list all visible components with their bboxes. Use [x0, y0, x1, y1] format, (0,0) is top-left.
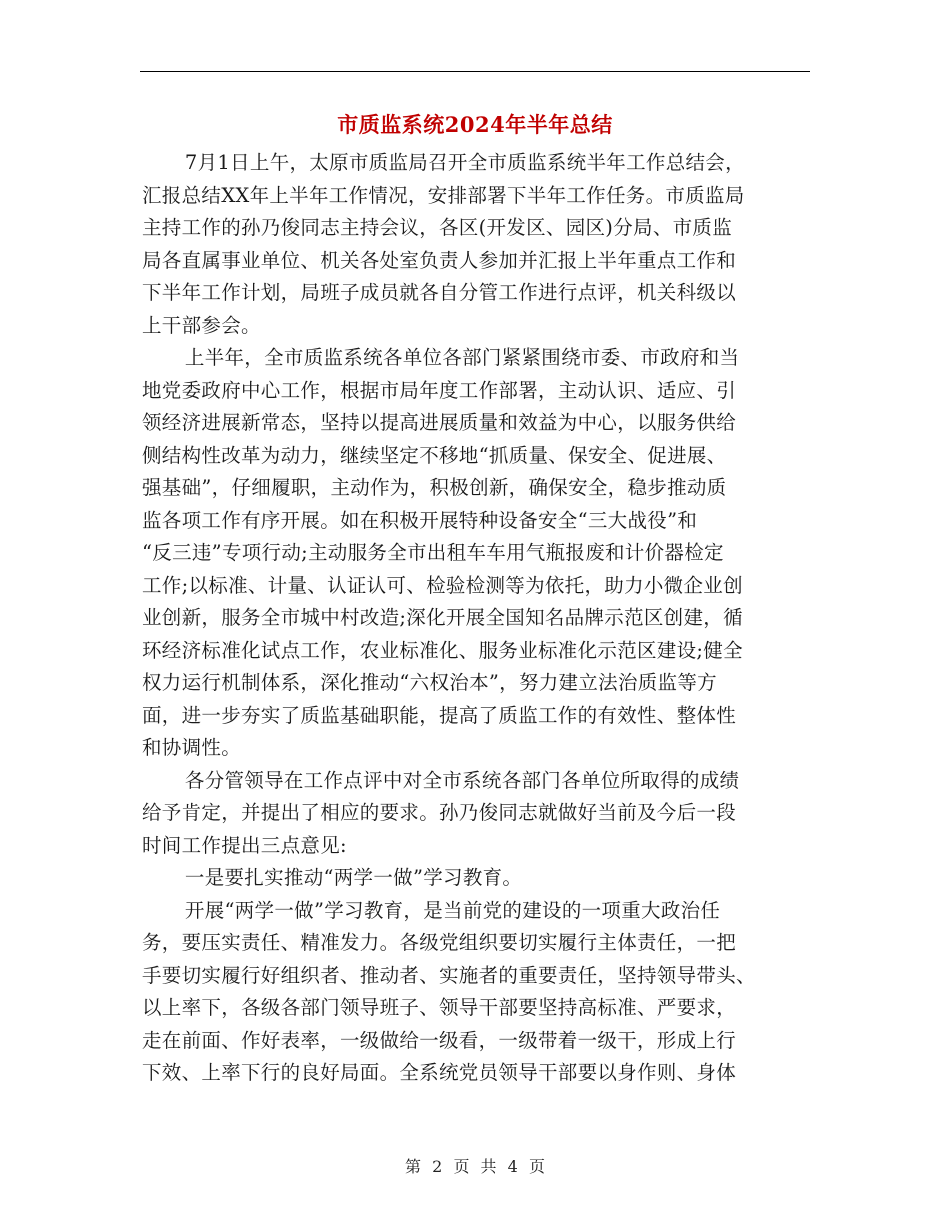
- paragraph-3: 各分管领导在工作点评中对全市系统各部门各单位所取得的成绩 给予肯定，并提出了相应的要求。孙乃俊同志就做好当前及今后一段 时间工作提出三点意见:: [142, 768, 740, 857]
- footer-total-prefix: 共: [480, 1157, 497, 1176]
- footer-current-page: 2: [432, 1157, 443, 1176]
- page-footer: [0, 1154, 950, 1177]
- paragraph-2: 上半年，全市质监系统各单位各部门紧紧围绕市委、市政府和当 地党委政府中心工作，根据市局年度工作部署，主动认识、适应、引 领经济进展新常态，坚持以提高进展质量和效益为中心，以服务供给 侧结构性改革为动力，继续坚定不移地“抓质量、保安全、促进展、 强基础”，仔细履职，主动作为，积极创新，确保安全，稳步推动质 监各项工作有序开展。如在积极开展特种设备安全“三大战役”和 “反三违”专项行动;主动服务全市出租车车用气瓶报废和计价器检定 工作;以标准、计量、认证认可、检验检测等为依托，助力小微企业创 业创新，服务全市城中村改造;深化开展全国知名品牌示范区创建，循 环经济标准化试点工作，农业标准化、服务业标准化示范区建设;健全 权力运行机制体系，深化推动“六权治本”，努力建立法治质监等方 面，进一步夯实了质监基础职能，提高了质监工作的有效性、整体性 和协调性。: [142, 346, 743, 759]
- document-body: [142, 147, 810, 1090]
- paragraph-1: 7月1日上午，太原市质监局召开全市质监系统半年工作总结会， 汇报总结XX年上半年工作情况，安排部署下半年工作任务。市质监局 主持工作的孙乃俊同志主持会议，各区(开发区、园区)分局、市质监 局各直属事业单位、机关各处室负责人参加并汇报上半年重点工作和 下半年工作计划，局班子成员就各自分管工作进行点评，机关科级以 上干部参会。: [142, 151, 745, 337]
- footer-prefix: 第: [405, 1157, 422, 1176]
- document-title: 市质监系统2024年半年总结: [337, 112, 613, 137]
- header-rule: [140, 71, 810, 72]
- paragraph-4: 一是要扎实推动“两学一做”学习教育。: [184, 866, 523, 889]
- footer-page-word: 页: [453, 1157, 470, 1176]
- paragraph-5: 开展“两学一做”学习教育，是当前党的建设的一项重大政治任 务，要压实责任、精准发力。各级党组织要切实履行主体责任，一把 手要切实履行好组织者、推动者、实施者的重要责任，坚持领导带头、 以上率下，各级各部门领导班子、领导干部要坚持高标准、严要求， 走在前面、作好表率，一级做给一级看，一级带着一级干，形成上行 下效、上率下行的良好局面。全系统党员领导干部要以身作则、身体: [142, 898, 756, 1084]
- footer-total-pages: 4: [507, 1157, 518, 1176]
- footer-suffix: 页: [528, 1157, 545, 1176]
